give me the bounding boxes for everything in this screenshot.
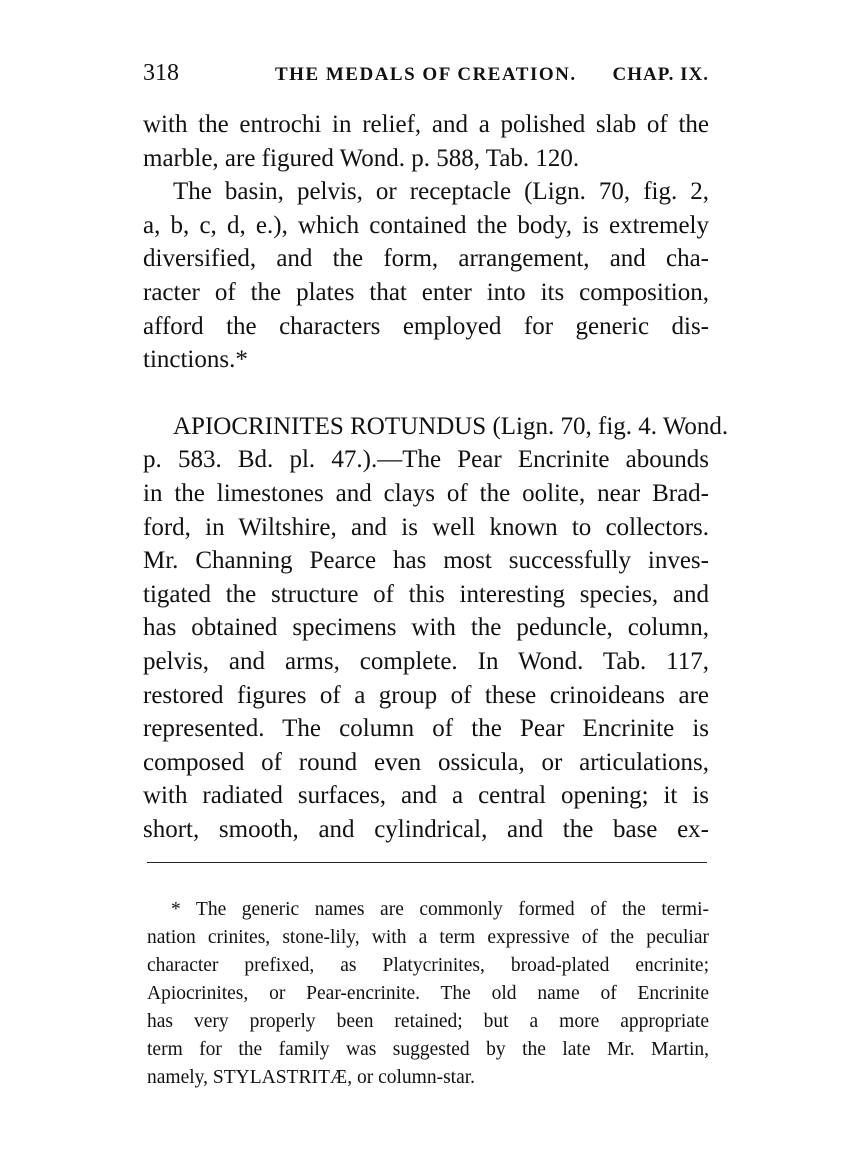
text-line: diversified, and the form, arrangement, and cha- [143,245,709,273]
text-line: The basin, pelvis, or receptacle (Lign. 70, fig. 2, [173,178,709,206]
text-line: in the limestones and clays of the oolite, near Brad- [143,479,709,507]
paragraph-continuation [143,108,709,175]
running-title: THE MEDALS OF CREATION. [275,64,577,85]
text-line: afford the characters employed for generic dis- [143,312,709,340]
text-line: short, smooth, and cylindrical, and the base ex- [143,815,709,843]
text-line: ford, in Wiltshire, and is well known to collectors. [143,513,709,541]
text-line: pelvis, and arms, complete. In Wond. Tab. 117, [143,647,709,675]
footnote [147,896,709,1092]
text-line: composed of round even ossicula, or articulations, [143,748,709,776]
footnote-line: namely, STYLASTRITÆ, or column-star. [147,1067,476,1088]
text-line: tigated the structure of this interesting species, and [143,580,709,608]
footnote-line: nation crinites, stone-lily, with a term expressive of the peculiar [147,927,709,948]
text-line: restored figures of a group of these crinoideans are [143,681,709,709]
footnote-line: term for the family was suggested by the late Mr. Martin, [147,1039,709,1060]
footnote-line: Apiocrinites, or Pear-encrinite. The old name of Encrinite [147,983,709,1004]
paragraph-basin [143,175,709,377]
text-line: p. 583. Bd. pl. 47.).—The Pear Encrinite abounds [143,446,709,474]
page-number: 318 [143,60,179,86]
text-line: has obtained specimens with the peduncle, column, [143,614,709,642]
text-line: with radiated surfaces, and a central opening; it is [143,782,709,810]
text-line: tinctions.* [143,346,248,374]
footnote-line: * The generic names are commonly formed of the termi- [171,899,709,920]
text-line: marble, are figured Wond. p. 588, Tab. 120. [143,144,580,172]
body-text [143,108,729,846]
text-line: racter of the plates that enter into its composition, [143,278,709,306]
footnote-divider [147,862,707,863]
footnote-line: has very properly been retained; but a more appropriate [147,1011,709,1032]
footnote-line: character prefixed, as Platycrinites, broad-plated encrinite; [147,955,709,976]
text-line: with the entrochi in relief, and a polished slab of the [143,111,709,138]
text-line: APIOCRINITES ROTUNDUS (Lign. 70, fig. 4. Wond. [173,412,729,440]
chapter-label: CHAP. IX. [612,64,709,85]
text-line: represented. The column of the Pear Encrinite is [143,715,709,743]
text-line: Mr. Channing Pearce has most successfully inves- [143,547,709,575]
text-line: a, b, c, d, e.), which contained the body, is extremely [143,211,709,239]
paragraph-apiocrinites [143,410,729,847]
paragraph-spacer [143,377,709,410]
running-header [143,60,709,90]
